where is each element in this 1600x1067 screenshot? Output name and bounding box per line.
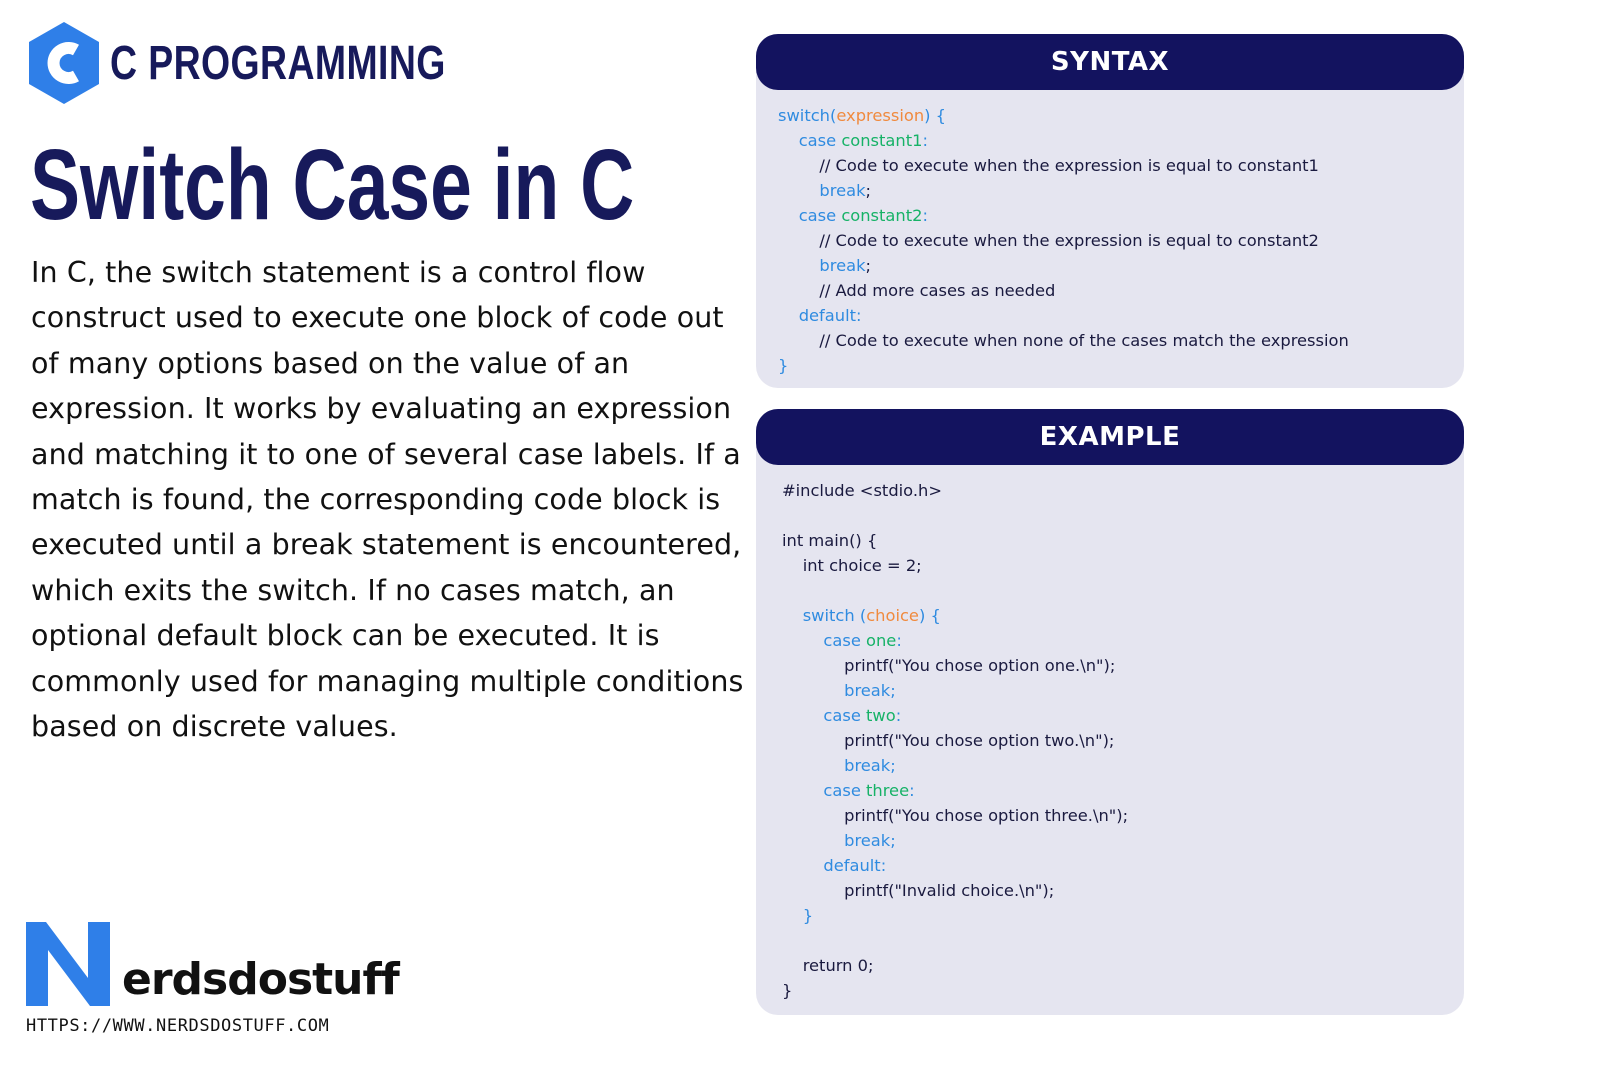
code-line <box>782 503 1464 528</box>
code-line <box>782 628 1464 653</box>
code-token: constant1 <box>841 131 923 150</box>
code-token: printf("Invalid choice.\n"); <box>782 881 1055 900</box>
code-line <box>782 678 1464 703</box>
code-line <box>782 828 1464 853</box>
code-line <box>782 603 1464 628</box>
code-token: #include <stdio.h> <box>782 481 942 500</box>
code-token: expression <box>836 106 925 125</box>
code-token: case <box>782 706 867 725</box>
code-token: break <box>778 181 866 200</box>
code-token: : <box>909 781 915 800</box>
code-line <box>782 753 1464 778</box>
code-token: break <box>778 256 866 275</box>
code-token: // Code to execute when the expression is equal to constant2 <box>778 231 1319 250</box>
example-header: EXAMPLE <box>756 409 1464 465</box>
code-token: : <box>922 206 928 225</box>
code-line <box>782 878 1464 903</box>
code-token: return 0; <box>782 956 874 975</box>
code-line <box>782 903 1464 928</box>
code-line <box>778 153 1464 178</box>
code-line <box>778 228 1464 253</box>
code-token: case <box>782 781 867 800</box>
code-token: break; <box>782 756 896 775</box>
code-line <box>782 803 1464 828</box>
code-token: constant2 <box>841 206 923 225</box>
code-line <box>782 653 1464 678</box>
syntax-panel <box>756 34 1464 388</box>
code-token: two <box>866 706 896 725</box>
code-line <box>782 578 1464 603</box>
code-token: switch( <box>778 106 837 125</box>
code-token: break; <box>782 681 896 700</box>
code-token: default: <box>778 306 862 325</box>
code-token: : <box>922 131 928 150</box>
code-token: break; <box>782 831 896 850</box>
code-token: ) { <box>918 606 941 625</box>
code-line <box>782 978 1464 1003</box>
n-logo-icon <box>26 922 110 1006</box>
code-line <box>778 128 1464 153</box>
code-token: choice <box>866 606 919 625</box>
intro-paragraph: In C, the switch statement is a control flow construct used to execute one block of code out of many options based on the value of an expression. It works by evaluating an expression and matching it to one of several case labels. If a match is found, the corresponding code block is executed until a break statement is encountered, which exits the switch. If no cases match, an optional default block can be executed. It is commonly used for managing multiple conditions based on discrete values. <box>31 256 744 744</box>
code-token: // Code to execute when the expression is equal to constant1 <box>778 156 1319 175</box>
nerdsdostuff-logo <box>26 922 399 1006</box>
code-token: printf("You chose option one.\n"); <box>782 656 1116 675</box>
code-token: case <box>778 131 842 150</box>
page-title: Switch Case in C <box>30 129 635 241</box>
code-line <box>782 478 1464 503</box>
code-token: : <box>895 706 902 725</box>
code-token: } <box>782 981 793 1000</box>
code-line <box>782 528 1464 553</box>
code-token: } <box>782 906 814 925</box>
code-line <box>782 553 1464 578</box>
syntax-code-block <box>756 90 1464 378</box>
code-token: : <box>896 631 902 650</box>
brand-title: C PROGRAMMING <box>110 36 446 90</box>
code-line <box>778 203 1464 228</box>
code-line <box>778 253 1464 278</box>
code-line <box>778 278 1464 303</box>
syntax-header: SYNTAX <box>756 34 1464 90</box>
code-token: switch ( <box>782 606 867 625</box>
code-token: case <box>782 631 867 650</box>
code-line <box>778 328 1464 353</box>
code-token: int main() { <box>782 531 878 550</box>
code-line <box>782 853 1464 878</box>
code-line <box>782 728 1464 753</box>
c-language-icon <box>26 20 102 106</box>
code-line <box>782 703 1464 728</box>
code-token: default: <box>782 856 887 875</box>
code-line <box>778 103 1464 128</box>
code-token: ) { <box>924 106 947 125</box>
code-token: ; <box>865 181 871 200</box>
website-url: HTTPS://WWW.NERDSDOSTUFF.COM <box>26 1016 330 1036</box>
code-line <box>782 778 1464 803</box>
brand-header <box>26 20 540 106</box>
code-line <box>782 953 1464 978</box>
code-token: int choice = 2; <box>782 556 922 575</box>
code-line <box>782 928 1464 953</box>
logo-wordmark: erdsdostuff <box>122 954 399 1005</box>
code-token: // Add more cases as needed <box>778 281 1056 300</box>
example-panel <box>756 409 1464 1015</box>
code-token: printf("You chose option three.\n"); <box>782 806 1129 825</box>
code-token: ; <box>865 256 871 275</box>
code-token: } <box>778 356 789 375</box>
code-token: three <box>866 781 910 800</box>
code-token: case <box>778 206 842 225</box>
code-token: one <box>866 631 897 650</box>
code-line <box>778 353 1464 378</box>
example-code-block <box>756 465 1464 1003</box>
code-token: printf("You chose option two.\n"); <box>782 731 1115 750</box>
code-line <box>778 303 1464 328</box>
code-token: // Code to execute when none of the cases match the expression <box>778 331 1349 350</box>
code-line <box>778 178 1464 203</box>
